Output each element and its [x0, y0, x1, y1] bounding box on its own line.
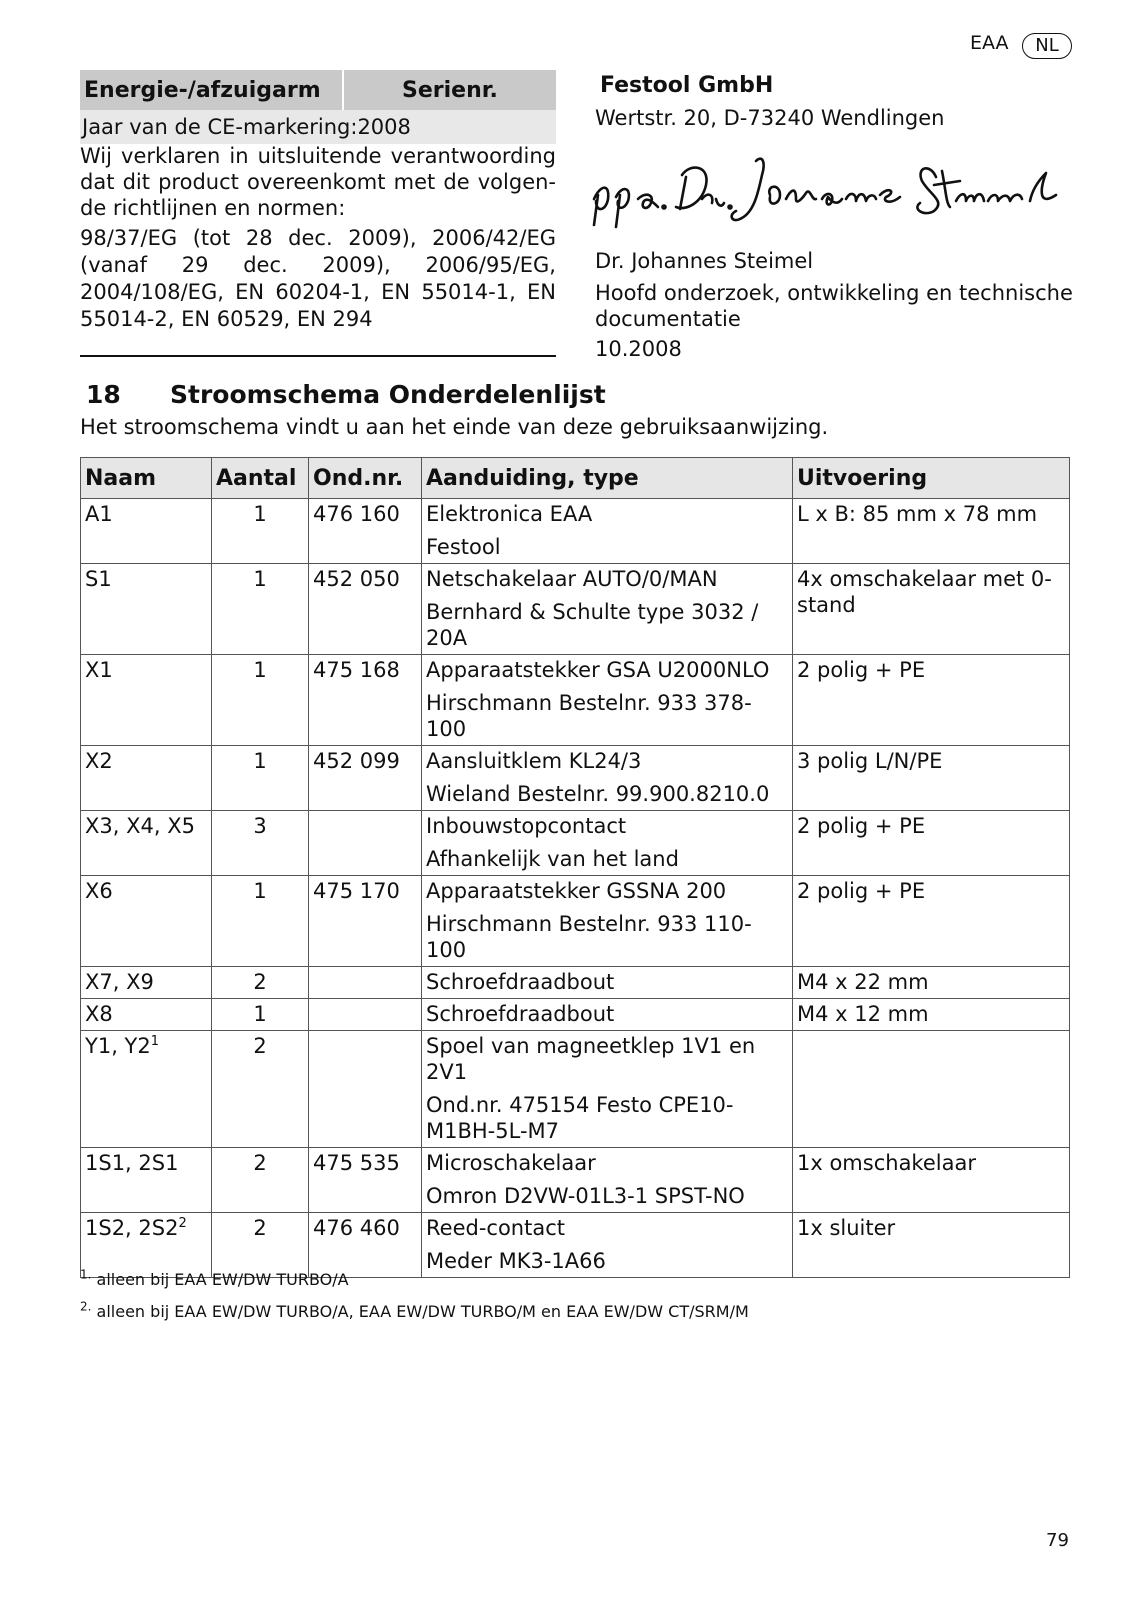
cell-aantal: 3: [212, 811, 309, 876]
cell-uitvoering: 2 polig + PE: [793, 876, 1070, 967]
table-row: [81, 1148, 1070, 1213]
cell-uitvoering: 1x omschakelaar: [793, 1148, 1070, 1213]
cell-aantal: 1: [212, 564, 309, 655]
cell-ondnr: 452 099: [309, 746, 422, 811]
ce-declaration-box: [80, 70, 556, 144]
cell-aanduiding: Inbouwstopcontact Afhankelijk van het land: [422, 811, 793, 876]
signer-name: Dr. Johannes Steimel: [595, 249, 814, 273]
ce-statement: Wij verklaren in uitsluitende verantwoording dat dit product overeenkomt met de volgen-de richtlijnen en normen:: [80, 144, 556, 220]
table-row: [81, 655, 1070, 746]
cell-naam: 1S2, $2S2^2$: [81, 1213, 212, 1278]
cell-ondnr: [309, 811, 422, 876]
table-row: [81, 999, 1070, 1031]
cell-naam: Y1, $Y2^1$: [81, 1031, 212, 1148]
product-label: Energie-/afzuigarm: [80, 70, 344, 110]
cell-naam: X3, X4, X5: [81, 811, 212, 876]
cell-aantal: 2: [212, 1213, 309, 1278]
table-row: [81, 499, 1070, 564]
table-row: [81, 1031, 1070, 1148]
footnote-2: $^{2.}$ alleen bij EAA EW/DW TURBO/A, EAA EW/DW TURBO/M en EAA EW/DW CT/SRM/M: [80, 1299, 749, 1321]
signature-image: [590, 155, 1070, 235]
col-aantal: Aantal: [212, 458, 309, 499]
cell-uitvoering: 3 polig L/N/PE: [793, 746, 1070, 811]
cell-ondnr: 476 160: [309, 499, 422, 564]
cell-uitvoering: L x B: 85 mm x 78 mm: [793, 499, 1070, 564]
cell-aantal: 1: [212, 746, 309, 811]
ce-year-row: [80, 110, 556, 144]
serial-label: Serienr.: [402, 77, 498, 103]
cell-naam: X6: [81, 876, 212, 967]
cell-aanduiding: Aansluitklem KL24/3 Wieland Bestelnr. 99.900.8210.0: [422, 746, 793, 811]
cell-aantal: 1: [212, 499, 309, 564]
cell-aanduiding: Schroefdraadbout: [422, 967, 793, 999]
cell-aantal: 1: [212, 876, 309, 967]
footnote-1: $^{1.}$ alleen bij EAA EW/DW TURBO/A: [80, 1267, 349, 1289]
cell-uitvoering: 2 polig + PE: [793, 655, 1070, 746]
page-number: 79: [1046, 1530, 1069, 1551]
cell-naam: A1: [81, 499, 212, 564]
col-uitvoering: Uitvoering: [793, 458, 1070, 499]
cell-aantal: 1: [212, 655, 309, 746]
cell-naam: 1S1, 2S1: [81, 1148, 212, 1213]
cell-naam: S1: [81, 564, 212, 655]
cell-aanduiding: Spoel van magneetklep 1V1 en 2V1 Ond.nr. 475154 Festo CPE10-M1BH-5L-M7: [422, 1031, 793, 1148]
cell-uitvoering: 2 polig + PE: [793, 811, 1070, 876]
cell-uitvoering: 4x omschakelaar met 0-stand: [793, 564, 1070, 655]
table-row: [81, 811, 1070, 876]
ce-year-value: 2008: [357, 115, 411, 139]
ce-year-label: Jaar van de CE-markering:: [82, 115, 358, 139]
cell-ondnr: 452 050: [309, 564, 422, 655]
signer-role: Hoofd onderzoek, ontwikkeling en technische documentatie: [595, 281, 1073, 331]
cell-aantal: 1: [212, 999, 309, 1031]
ce-header-row: [80, 70, 556, 110]
cell-naam: X7, X9: [81, 967, 212, 999]
table-row: [81, 876, 1070, 967]
cell-ondnr: 476 460: [309, 1213, 422, 1278]
cell-naam: X8: [81, 999, 212, 1031]
cell-ondnr: [309, 1031, 422, 1148]
cell-ondnr: [309, 999, 422, 1031]
cell-aanduiding: Elektronica EAA Festool: [422, 499, 793, 564]
table-header-row: [81, 458, 1070, 499]
section-intro: Het stroomschema vindt u aan het einde van deze gebruiksaanwijzing.: [80, 415, 829, 439]
cell-naam: X1: [81, 655, 212, 746]
cell-ondnr: 475 170: [309, 876, 422, 967]
company-name: Festool GmbH: [600, 73, 774, 98]
cell-uitvoering: 1x sluiter: [793, 1213, 1070, 1278]
cell-aantal: 2: [212, 1148, 309, 1213]
signature-date: 10.2008: [595, 337, 682, 361]
company-address: Wertstr. 20, D-73240 Wendlingen: [595, 106, 945, 130]
col-naam: Naam: [81, 458, 212, 499]
ce-norms: 98/37/EG (tot 28 dec. 2009), 2006/42/EG (vanaf 29 dec. 2009), 2006/95/EG, 2004/108/EG, EN 60204-1, EN 55014-1, EN 55014-2, EN 60529, EN 294: [80, 226, 556, 331]
cell-ondnr: 475 535: [309, 1148, 422, 1213]
cell-aantal: 2: [212, 967, 309, 999]
language-badge: NL: [1022, 33, 1072, 59]
cell-aanduiding: Microschakelaar Omron D2VW-01L3-1 SPST-NO: [422, 1148, 793, 1213]
parts-table: [80, 457, 1070, 1278]
col-aanduiding: Aanduiding, type: [422, 458, 793, 499]
col-ondnr: Ond.nr.: [309, 458, 422, 499]
cell-aanduiding: Reed-contact Meder MK3-1A66: [422, 1213, 793, 1278]
section-title: Stroomschema Onderdelenlijst: [170, 380, 606, 409]
table-row: [81, 746, 1070, 811]
divider-rule: [80, 355, 556, 357]
cell-uitvoering: M4 x 12 mm: [793, 999, 1070, 1031]
cell-aantal: 2: [212, 1031, 309, 1148]
table-row: [81, 1213, 1070, 1278]
section-number: 18: [86, 380, 121, 409]
cell-uitvoering: [793, 1031, 1070, 1148]
cell-aanduiding: Apparaatstekker GSSNA 200 Hirschmann Bestelnr. 933 110-100: [422, 876, 793, 967]
cell-aanduiding: Schroefdraadbout: [422, 999, 793, 1031]
cell-ondnr: 475 168: [309, 655, 422, 746]
cell-aanduiding: Netschakelaar AUTO/0/MAN Bernhard & Schulte type 3032 / 20A: [422, 564, 793, 655]
doc-code: EAA: [970, 32, 1009, 54]
cell-aanduiding: Apparaatstekker GSA U2000NLO Hirschmann Bestelnr. 933 378-100: [422, 655, 793, 746]
table-row: [81, 967, 1070, 999]
table-row: [81, 564, 1070, 655]
cell-ondnr: [309, 967, 422, 999]
cell-uitvoering: M4 x 22 mm: [793, 967, 1070, 999]
cell-naam: X2: [81, 746, 212, 811]
